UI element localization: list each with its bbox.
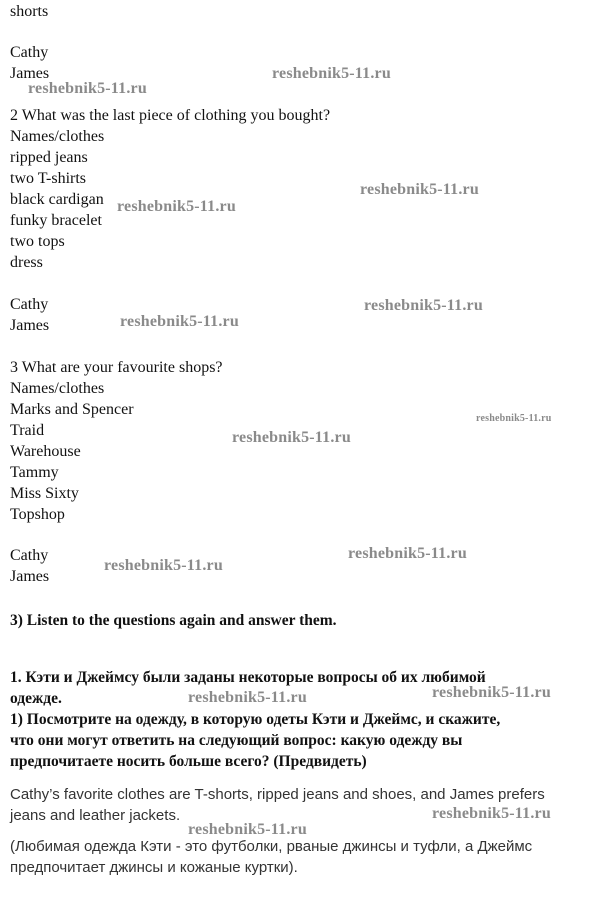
q3-james: James <box>10 568 50 585</box>
q3-item: Miss Sixty <box>10 485 79 502</box>
text-james: James <box>10 65 50 82</box>
watermark: reshebnik5-11.ru <box>188 821 307 838</box>
answer-ru-line: предпочитает джинсы и кожаные куртки). <box>10 859 298 876</box>
answer-en-line: jeans and leather jackets. <box>10 807 181 824</box>
q2-item: funky bracelet <box>10 212 102 229</box>
watermark: reshebnik5-11.ru <box>120 313 239 330</box>
q3-item: Tammy <box>10 464 59 481</box>
q3-cathy: Cathy <box>10 547 49 564</box>
q2-header: Names/clothes <box>10 128 105 145</box>
q2-question: 2 What was the last piece of clothing you bought? <box>10 107 331 124</box>
q2-item: black cardigan <box>10 191 104 208</box>
q3-item: Traid <box>10 422 45 439</box>
ru-paragraph-line: одежде. <box>10 690 62 707</box>
watermark: reshebnik5-11.ru <box>432 684 551 701</box>
q3-item: Marks and Spencer <box>10 401 134 418</box>
q2-cathy: Cathy <box>10 296 49 313</box>
q3-item: Warehouse <box>10 443 81 460</box>
watermark: reshebnik5-11.ru <box>476 413 552 424</box>
task3-heading: 3) Listen to the questions again and answer them. <box>10 612 337 629</box>
ru-paragraph-line: предпочитаете носить больше всего? (Предвидеть) <box>10 753 367 770</box>
watermark: reshebnik5-11.ru <box>432 805 551 822</box>
q2-item: dress <box>10 254 43 271</box>
watermark: reshebnik5-11.ru <box>117 198 236 215</box>
watermark: reshebnik5-11.ru <box>272 65 391 82</box>
text-shorts: shorts <box>10 3 49 20</box>
answer-ru-line: (Любимая одежда Кэти - это футболки, рваные джинсы и туфли, а Джеймс <box>10 838 533 855</box>
ru-paragraph-line: что они могут ответить на следующий вопрос: какую одежду вы <box>10 732 463 749</box>
q3-header: Names/clothes <box>10 380 105 397</box>
watermark: reshebnik5-11.ru <box>188 689 307 706</box>
q2-item: two tops <box>10 233 65 250</box>
q3-item: Topshop <box>10 506 65 523</box>
watermark: reshebnik5-11.ru <box>348 545 467 562</box>
q3-question: 3 What are your favourite shops? <box>10 359 223 376</box>
ru-paragraph-line: 1) Посмотрите на одежду, в которую одеты Кэти и Джеймс, и скажите, <box>10 711 501 728</box>
q2-item: ripped jeans <box>10 149 88 166</box>
q2-james: James <box>10 317 50 334</box>
watermark: reshebnik5-11.ru <box>364 297 483 314</box>
watermark: reshebnik5-11.ru <box>360 181 479 198</box>
text-cathy: Cathy <box>10 44 49 61</box>
q2-item: two T-shirts <box>10 170 87 187</box>
watermark: reshebnik5-11.ru <box>104 557 223 574</box>
answer-en-line: Cathy’s favorite clothes are T-shorts, ripped jeans and shoes, and James prefers <box>10 786 545 803</box>
watermark: reshebnik5-11.ru <box>28 80 147 97</box>
watermark: reshebnik5-11.ru <box>232 429 351 446</box>
ru-paragraph-line: 1. Кэти и Джеймсу были заданы некоторые вопросы об их любимой <box>10 669 486 686</box>
